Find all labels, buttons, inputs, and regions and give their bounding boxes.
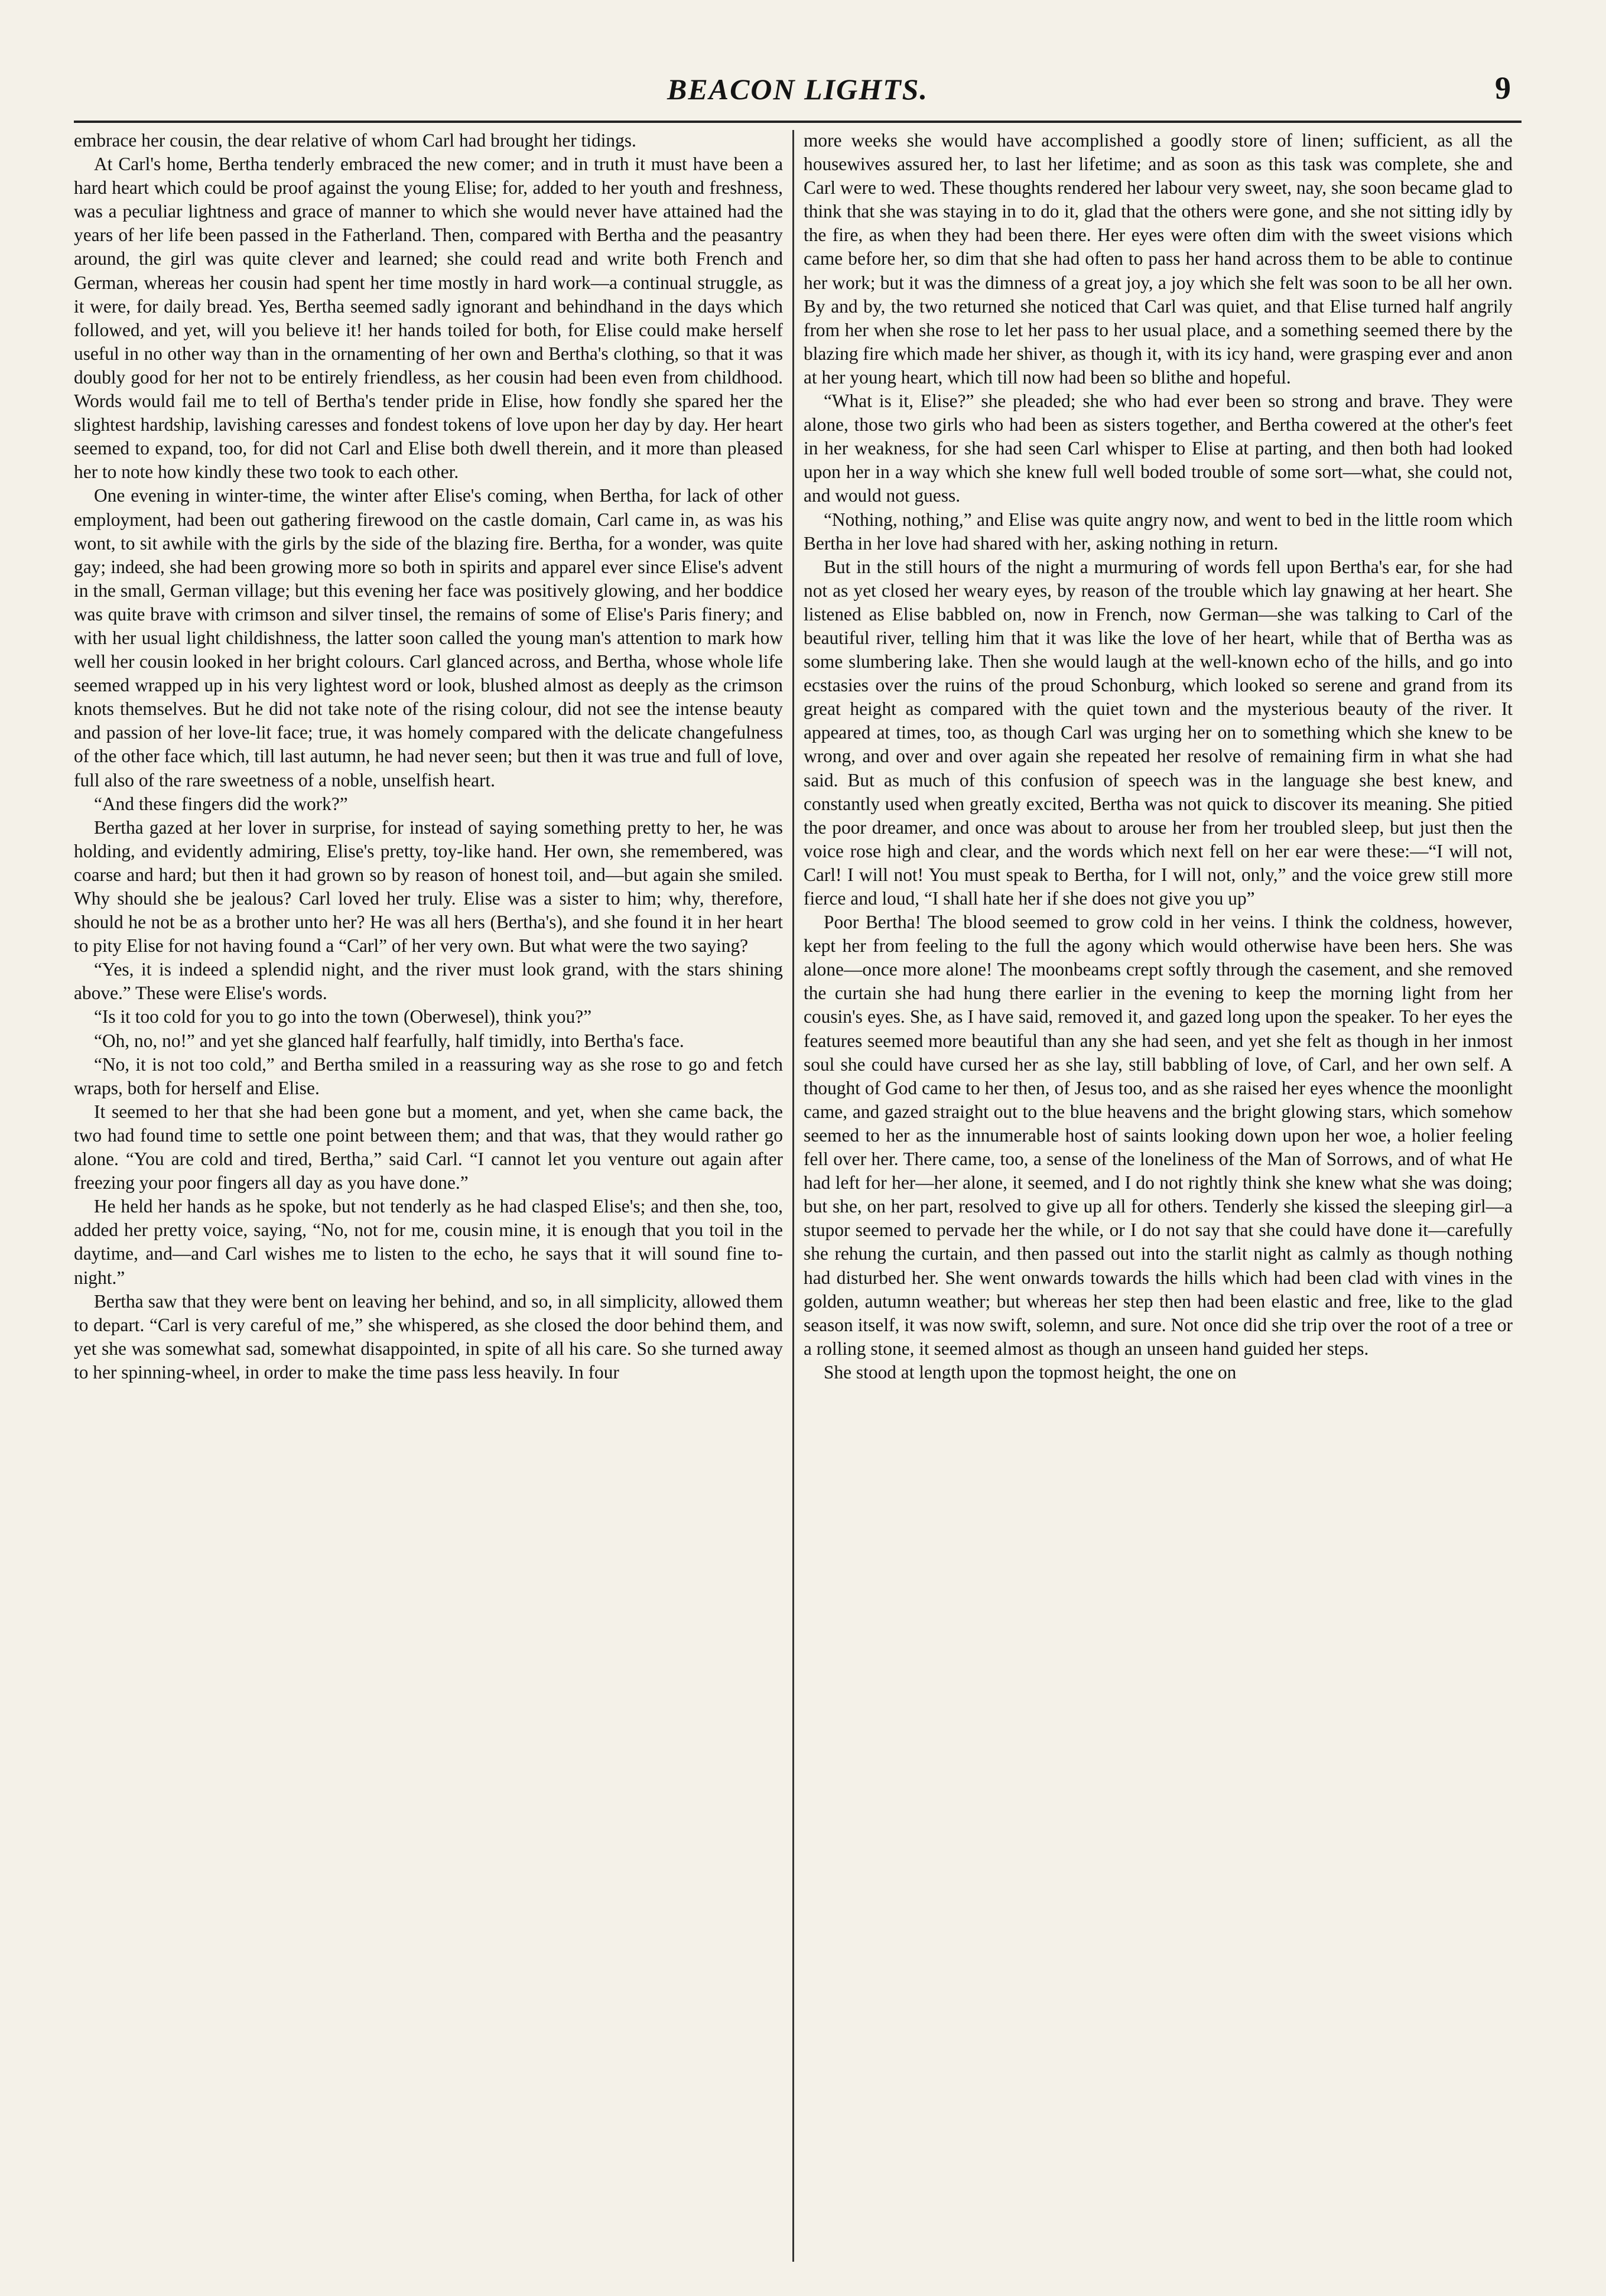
running-title: BEACON LIGHTS. <box>667 73 928 106</box>
paragraph: It seemed to her that she had been gone but a moment, and yet, when she came back, the two had found time to settle one point between them; and that was, that they would rather go alone. “You are cold and tired, Bertha,” said Carl. “I cannot let you venture out again after freezing your poor fingers all day as you have done.” <box>74 1101 783 1193</box>
header-rule <box>74 121 1522 123</box>
magazine-page <box>74 59 1522 2263</box>
running-head <box>74 59 1522 116</box>
right-column <box>794 129 1513 2263</box>
paragraph: more weeks she would have accomplished a goodly store of linen; sufficient, as all the housewives assured her, to last her lifetime; and as soon as this task was complete, she and Carl were to wed. These thoughts rendered her labour very sweet, nay, she soon became glad to think that she was staying in to do it, glad that the others were gone, and she not sitting idly by the fire, as when they had been there. Her eyes were often dim with the sweet visions which came before her, so dim that she had often to pass her hand across them to be able to continue her work; but it was the dimness of a great joy, a joy which she felt was soon to be all her own. By and by, the two returned she noticed that Carl was quiet, and that Elise turned half angrily from her when she rose to let her pass to her usual place, and a something seemed there by the blazing fire which made her shiver, as though it, with its icy hand, were grasping ever and anon at her young heart, which till now had been so blithe and hopeful. <box>804 130 1513 388</box>
paragraph: One evening in winter-time, the winter after Elise's coming, when Bertha, for lack of other employment, had been out gathering firewood on the castle domain, Carl came in, as was his wont, to sit awhile with the girls by the side of the blazing fire. Bertha, for a wonder, was quite gay; indeed, she had been growing more so both in spirits and apparel ever since Elise's advent in the small, German village; but this evening her face was positively glowing, and her boddice was quite brave with crimson and silver tinsel, the remains of some of Elise's Paris finery; and with her usual light childishness, the latter soon called the young man's attention to mark how well her cousin looked in her bright colours. Carl glanced across, and Bertha, whose whole life seemed wrapped up in his very lightest word or look, blushed almost as deeply as the crimson knots themselves. But he did not take note of the rising colour, did not see the intense beauty and passion of her love-lit face; true, it was homely compared with the delicate changefulness of the other face which, till last autumn, he had never seen; but then it was true and full of love, full also of the rare sweetness of a noble, unselfish heart. <box>74 485 783 791</box>
page-number: 9 <box>1495 70 1511 106</box>
left-column <box>74 129 792 2263</box>
text-columns <box>74 129 1522 2263</box>
paragraph: “And these fingers did the work?” <box>94 793 348 814</box>
paragraph: He held her hands as he spoke, but not tenderly as he had clasped Elise's; and then she, too, added her pretty voice, saying, “No, not for me, cousin mine, it is enough that you toil in the daytime, and—and Carl wishes me to listen to the echo, he says that it will sound fine to-night.” <box>74 1196 783 1288</box>
paragraph: “Oh, no, no!” and yet she glanced half fearfully, half timidly, into Bertha's face. <box>94 1030 684 1051</box>
paragraph: “Is it too cold for you to go into the town (Oberwesel), think you?” <box>94 1006 592 1027</box>
paragraph: embrace her cousin, the dear relative of whom Carl had brought her tidings. <box>74 130 636 151</box>
paragraph: At Carl's home, Bertha tenderly embraced the new comer; and in truth it must have been a hard heart which could be proof against the young Elise; for, added to her youth and freshness, was a peculiar lightness and grace of manner to which she would never have attained had the years of her life been passed in the Fatherland. Then, compared with Bertha and the peasantry around, the girl was quite clever and learned; she could read and write both French and German, whereas her cousin had spent her time mostly in hard work—a continual struggle, as it were, for daily bread. Yes, Bertha seemed sadly ignorant and behindhand in the days which followed, and yet, will you believe it! her hands toiled for both, for Elise could make herself useful in no other way than in the ornamenting of her own and Bertha's clothing, so that it was doubly good for her not to be entirely friendless, as her cousin had been even from childhood. Words would fail me to tell of Bertha's tender pride in Elise, how fondly she spared her the slightest hardship, lavishing caresses and fondest tokens of love upon her day by day. Her heart seemed to expand, too, for did not Carl and Elise both dwell therein, and it more than pleased her to note how kindly these two took to each other. <box>74 154 783 483</box>
paragraph: “Yes, it is indeed a splendid night, and the river must look grand, with the stars shining above.” These were Elise's words. <box>74 959 783 1004</box>
paragraph: She stood at length upon the topmost height, the one on <box>824 1361 1237 1383</box>
paragraph: Poor Bertha! The blood seemed to grow cold in her veins. I think the coldness, however, kept her from feeling to the full the agony which would otherwise have been hers. She was alone—once more alone! The moonbeams crept softly through the casement, and she removed the curtain she had hung there earlier in the evening to keep the morning light from her cousin's eyes. She, as I have said, removed it, and gazed long upon the speaker. To her eyes the features seemed more beautiful than any she had seen, and yet she felt as though in her inmost soul she could have cursed her as she lay, still babbling of love, of Carl, and her own self. A thought of God came to her then, of Jesus too, and as she raised her eyes whence the moonlight came, and gazed straight out to the blue heavens and the bright glowing stars, which somehow seemed to her as the innumerable host of saints looking down upon her woe, a holier feeling fell over her. There came, too, a sense of the loneliness of the Man of Sorrows, and of what He had left for her—her alone, it seemed, and I do not rightly think she knew what she was doing; but she, on her part, resolved to give up all for others. Tenderly she kissed the sleeping girl—a stupor seemed to pervade her the while, or I do not say that she could have done it—carefully she rehung the curtain, and then passed out into the starlit night as calmly as though nothing had disturbed her. She went onwards towards the hills which had been clad with vines in the golden, autumn weather; but whereas her step then had been elastic and free, like to the glad season itself, it was now swift, solemn, and sure. Not once did she trip over the root of a tree or a rolling stone, it seemed almost as though an unseen hand guided her steps. <box>804 912 1513 1359</box>
paragraph: Bertha saw that they were bent on leaving her behind, and so, in all simplicity, allowed them to depart. “Carl is very careful of me,” she whispered, as she closed the door behind them, and yet she was somewhat sad, somewhat disappointed, in spite of all his care. So she turned away to her spinning-wheel, in order to make the time pass less heavily. In four <box>74 1290 783 1383</box>
paragraph: “Nothing, nothing,” and Elise was quite angry now, and went to bed in the little room which Bertha in her love had shared with her, asking nothing in return. <box>804 509 1513 554</box>
paragraph: “No, it is not too cold,” and Bertha smiled in a reassuring way as she rose to go and fetch wraps, both for herself and Elise. <box>74 1053 783 1098</box>
paragraph: But in the still hours of the night a murmuring of words fell upon Bertha's ear, for she had not as yet closed her weary eyes, by reason of the trouble which lay gnawing at her heart. She listened as Elise babbled on, now in French, now German—she was talking to Carl of the beautiful river, telling him that it was like the love of her heart, while that of Bertha was as some slumbering lake. Then she would laugh at the well-known echo of the hills, and go into ecstasies over the ruins of the proud Schonburg, which looked so serene and grand from its great height as compared with the quiet town and the mysterious beauty of the river. It appeared at times, too, as though Carl was urging her on to something which she knew to be wrong, and over and over again she repeated her resolve of remaining firm in what she had said. But as much of this confusion of speech was in the language she best knew, and constantly used when greatly excited, Bertha was not quick to discover its meaning. She pitied the poor dreamer, and once was about to arouse her from her troubled sleep, but just then the voice rose high and clear, and the words which next fell on her ear were these:—“I will not, Carl! I will not! You must speak to Bertha, for I will not, only,” and the voice grew still more fierce and loud, “I shall hate her if she does not give you up” <box>804 556 1513 909</box>
paragraph: Bertha gazed at her lover in surprise, for instead of saying something pretty to her, he was holding, and evidently admiring, Elise's pretty, toy-like hand. Her own, she remembered, was coarse and hard; but then it had grown so by reason of honest toil, and—but again she smiled. Why should she be jealous? Carl loved her truly. Elise was a sister to him; why, therefore, should he not be as a brother unto her? He was all hers (Bertha's), and she found it in her heart to pity Elise for not having found a “Carl” of her very own. But what were the two saying? <box>74 817 783 957</box>
paragraph: “What is it, Elise?” she pleaded; she who had ever been so strong and brave. They were alone, those two girls who had been as sisters together, and Bertha cowered at the other's feet in her weakness, for she had seen Carl whisper to Elise at parting, and then both had looked upon her in a way which she knew full well boded trouble of some sort—what, she could not, and would not guess. <box>804 391 1513 506</box>
